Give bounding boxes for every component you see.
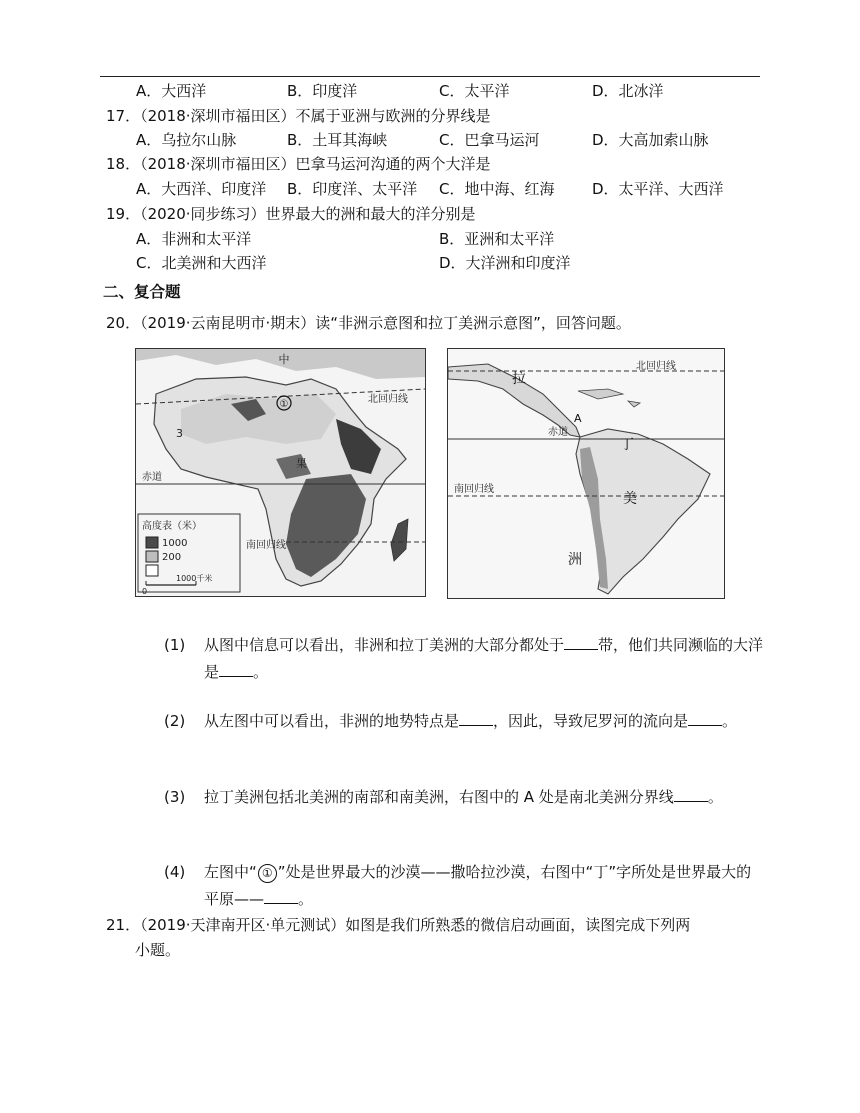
- q20-sub1-text-c: 。: [253, 663, 269, 681]
- latam-label-la: 拉: [512, 371, 526, 387]
- q17-option-d: D．大高加索山脉: [592, 131, 709, 149]
- africa-label-tropic-cancer: 北回归线: [368, 394, 408, 405]
- africa-label-equator: 赤道: [142, 472, 162, 483]
- africa-legend-title: 高度表（米）: [142, 521, 202, 532]
- q20-sub2-text-c: 。: [722, 712, 738, 730]
- q19-option-b: B．亚洲和太平洋: [439, 230, 555, 248]
- q19-option-c: C．北美洲和大西洋: [136, 254, 267, 272]
- latam-label-tropic-capricorn: 南回归线: [454, 484, 494, 495]
- q20-sub1: [164, 632, 764, 686]
- africa-map-graphic: [136, 349, 425, 596]
- q20-sub4-circled: ①: [258, 864, 277, 883]
- q18-option-c: C．地中海、红海: [439, 180, 555, 198]
- africa-legend-200: 200: [162, 552, 182, 563]
- q16-option-c: C．太平洋: [439, 82, 510, 100]
- africa-label-tropic-capricorn: 南回归线: [246, 540, 286, 551]
- q17-option-c: C．巴拿马运河: [439, 131, 540, 149]
- africa-label-3: 3: [176, 427, 183, 440]
- q20-sub3-num: (3): [164, 788, 186, 806]
- q19-stem: 19．（2020·同步练习）世界最大的洲和最大的洋分别是: [106, 205, 476, 223]
- q21-stem-line2: 小题。: [135, 941, 181, 959]
- q20-sub3-text-c: 。: [707, 788, 723, 806]
- latam-label-equator: 赤道: [548, 427, 568, 438]
- q20-sub4-text-b: ”处是世界最大的沙漠——撒哈拉沙漠，右图中“丁”字所处是世界最大的平原——: [204, 863, 752, 908]
- q18-option-d: D．太平洋、大西洋: [592, 180, 724, 198]
- q16-option-a: A．大西洋: [136, 82, 207, 100]
- q20-stem: 20．（2019·云南昆明市·期末）读“非洲示意图和拉丁美洲示意图”，回答问题。: [106, 314, 631, 332]
- q16-option-d: D．北冰洋: [592, 82, 664, 100]
- q20-sub2-text-b: ，因此，导致尼罗河的流向是: [493, 712, 689, 730]
- q20-sub4-blank-1[interactable]: [264, 889, 298, 904]
- latam-label-zhou: 洲: [568, 552, 582, 568]
- latin-america-map: [447, 348, 725, 599]
- latam-label-a: A: [574, 412, 582, 425]
- q20-sub2-blank-1[interactable]: [459, 711, 493, 726]
- q20-sub4-text-c: 。: [298, 890, 314, 908]
- africa-scale-1000km: 1000千米: [176, 574, 213, 583]
- q18-option-b: B．印度洋、太平洋: [287, 180, 418, 198]
- q19-option-a: A．非洲和太平洋: [136, 230, 252, 248]
- header-rule: [100, 76, 760, 77]
- q20-sub3: [164, 784, 764, 811]
- q20-sub2-num: (2): [164, 712, 186, 730]
- q20-sub3-blank-1[interactable]: [674, 787, 708, 802]
- q18-option-a: A．大西洋、印度洋: [136, 180, 267, 198]
- africa-label-zhong: 中: [278, 353, 290, 366]
- q19-option-d: D．大洋洲和印度洋: [439, 254, 571, 272]
- q17-option-b: B．土耳其海峡: [287, 131, 388, 149]
- q20-sub2: [164, 708, 764, 735]
- latam-label-mei: 美: [623, 491, 637, 507]
- q18-stem: 18．（2018·深圳市福田区）巴拿马运河沟通的两个大洋是: [106, 155, 491, 173]
- latam-label-tropic-cancer: 北回归线: [636, 361, 676, 372]
- q20-sub4-num: (4): [164, 863, 186, 881]
- q20-sub4: [164, 859, 764, 913]
- q20-sub2-text-a: 从左图中可以看出，非洲的地势特点是: [204, 712, 460, 730]
- section-title: 二、复合题: [103, 283, 181, 301]
- latin-america-map-graphic: [448, 349, 724, 598]
- latam-label-ding: 丁: [620, 437, 634, 453]
- q20-sub1-text-b: 带，他们共同濒临的大洋是: [204, 636, 764, 681]
- q20-sub1-num: (1): [164, 636, 186, 654]
- q20-sub1-blank-2[interactable]: [219, 662, 253, 677]
- q16-option-b: B．印度洋: [287, 82, 358, 100]
- q20-sub1-blank-1[interactable]: [564, 635, 598, 650]
- q17-stem: 17．（2018·深圳市福田区）不属于亚洲与欧洲的分界线是: [106, 107, 491, 125]
- q17-option-a: A．乌拉尔山脉: [136, 131, 237, 149]
- q20-sub2-blank-2[interactable]: [688, 711, 722, 726]
- q20-sub1-text-a: 从图中信息可以看出，非洲和拉丁美洲的大部分都处于: [204, 636, 565, 654]
- africa-label-guo: 果: [296, 457, 307, 470]
- q21-stem-line1: 21．（2019·天津南开区·单元测试）如图是我们所熟悉的微信启动画面，读图完成下列两: [106, 916, 691, 934]
- africa-map: [135, 348, 426, 597]
- q20-sub3-text-a: 拉丁美洲包括北美洲的南部和南美洲，右图中的 A 处是南北美洲分界线: [204, 788, 674, 806]
- africa-legend-1000: 1000: [162, 538, 188, 549]
- q20-sub4-text-a: 左图中“: [204, 863, 257, 881]
- africa-label-circled-1: ①: [279, 399, 289, 410]
- africa-scale-0: 0: [142, 587, 148, 596]
